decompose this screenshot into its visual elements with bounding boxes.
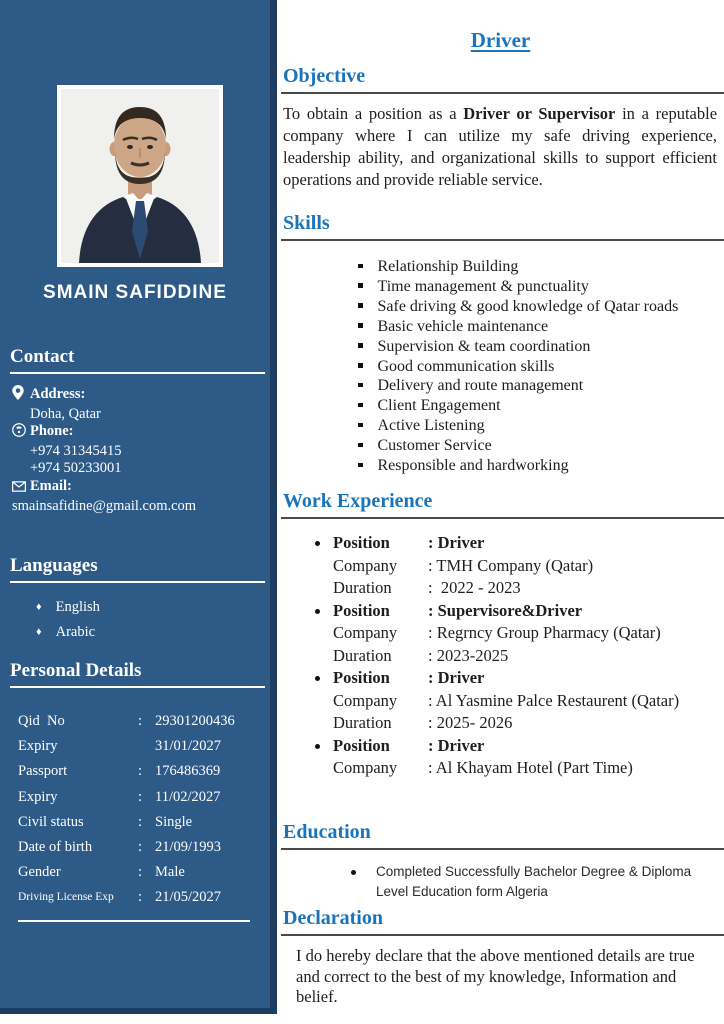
personal-detail-value: 21/05/2027 [155,889,222,906]
phone-number: +974 50233001 [30,460,122,477]
personal-detail-colon: : [138,839,143,856]
work-experience-section [281,489,724,780]
work-row-label: Company [333,623,398,642]
portrait-photo-graphic [61,89,219,263]
languages-heading: Languages [10,555,98,576]
work-row-value: : 2025- 2026 [428,713,513,732]
work-entry [281,667,724,735]
work-row-label: Duration [333,578,392,597]
work-row-value: : Supervisore&Driver [428,600,583,620]
personal-detail-colon: : [138,813,143,830]
personal-detail-label: Qid No [18,713,65,729]
work-entry [281,532,724,600]
personal-detail-row [0,759,270,784]
work-row-value: : Driver [428,735,485,755]
sidebar [0,0,277,1014]
skill-item: Good communication skills [358,357,724,377]
personal-detail-row [0,734,270,759]
declaration-rule [281,934,724,936]
personal-detail-row [0,835,270,860]
personal-detail-colon: : [138,713,143,729]
work-row [281,622,724,645]
work-row [281,757,724,780]
work-row-value: : Driver [428,533,485,552]
declaration-section [281,906,724,1008]
work-row-label: Company [333,758,398,777]
education-rule [281,848,724,850]
personal-detail-value: 31/01/2027 [155,738,222,755]
personal-detail-label: Gender [18,864,61,881]
work-row-label: Position [333,735,390,755]
education-item: Completed Successfully Bachelor Degree & Diploma Level Education form Algeria [376,862,714,902]
work-row-value: : Regrncy Group Pharmacy (Qatar) [428,623,661,642]
declaration-text: I do hereby declare that the above mentioned details are true and correct to the best of my knowledge, Information and belief. [296,946,695,1007]
work-row-value: : TMH Company (Qatar) [428,555,594,575]
contact-heading: Contact [10,346,75,367]
languages-list [0,595,270,645]
work-experience-heading: Work Experience [283,490,433,512]
skill-item: Responsible and hardworking [358,456,724,476]
personal-detail-value: 21/09/1993 [155,839,222,856]
skill-item: Safe driving & good knowledge of Qatar roads [358,297,724,317]
skills-list [281,257,724,476]
address-row [12,385,266,406]
work-row [281,667,724,690]
education-list [281,862,724,902]
location-pin-icon [12,385,30,406]
work-row [281,712,724,735]
skill-item: Active Listening [358,416,724,436]
work-row [281,735,724,758]
work-row-label: Company [333,555,398,575]
objective-text [283,103,717,191]
work-row [281,645,724,668]
candidate-name: SMAIN SAFIDDINE [43,282,227,303]
work-row-label: Duration [333,713,392,732]
skill-item: Customer Service [358,436,724,456]
work-row-label: Duration [333,645,392,665]
skills-rule [281,239,724,241]
work-experience-list [281,532,724,780]
personal-details-table [0,709,270,911]
personal-detail-value: Single [155,813,193,830]
personal-detail-row [0,810,270,835]
personal-detail-label: Expiry [18,738,58,755]
phone-icon [12,423,30,443]
work-row-value: : 2022 - 2023 [428,578,521,597]
personal-details-heading-rule [10,686,265,688]
email-label: Email: [30,477,72,494]
personal-detail-value: Male [155,864,185,881]
declaration-heading: Declaration [283,907,383,929]
email-address: smainsafidine@gmail.com.com [12,497,197,514]
skill-item: Time management & punctuality [358,277,724,297]
skill-item: Client Engagement [358,396,724,416]
skills-section [281,211,724,476]
objective-text-bold: Driver or Supervisor [463,104,616,123]
objective-text-part: in a reputable company where I can utilize my safe driving experience, leadership ability, and organizational skills to support efficient operations and provide reliable service. [283,104,718,189]
objective-text-part: To obtain a position as a [283,104,464,123]
personal-details-heading: Personal Details [10,660,142,681]
languages-heading-rule [10,581,265,583]
work-row [281,577,724,600]
language-item: ♦ Arabic [36,620,270,645]
work-row-label: Position [333,668,390,687]
personal-detail-label: Driving License Exp [18,891,114,904]
language-item: ♦ English [36,595,270,620]
personal-detail-colon: : [138,864,143,881]
personal-detail-colon [138,734,155,759]
skills-heading: Skills [283,212,330,234]
work-entry [281,735,724,780]
personal-detail-row [0,885,270,910]
work-row [281,600,724,623]
personal-detail-label: Expiry [18,788,58,805]
languages-section [0,554,270,645]
work-experience-rule [281,517,724,519]
address-value: Doha, Qatar [30,405,101,422]
email-row [12,478,266,498]
phone-number: +974 31345415 [30,442,122,459]
personal-detail-colon: : [138,889,143,906]
work-row-label: Position [333,600,390,620]
work-row [281,555,724,578]
skill-item: Basic vehicle maintenance [358,317,724,337]
contact-section [0,345,270,515]
work-row-label: Position [333,533,390,552]
skill-item: Supervision & team coordination [358,337,724,357]
work-row-value: : Al Khayam Hotel (Part Time) [428,758,633,777]
phone-label: Phone: [30,423,74,440]
personal-detail-label: Date of birth [18,839,93,856]
personal-detail-value: 29301200436 [155,713,235,729]
main-content [277,0,724,1024]
email-icon [12,480,30,498]
skill-item: Relationship Building [358,257,724,277]
personal-detail-value: 11/02/2027 [155,788,221,805]
objective-heading: Objective [283,65,366,87]
personal-detail-value: 176486369 [155,763,221,780]
personal-detail-label: Civil status [18,813,84,830]
work-row-label: Company [333,690,398,710]
work-row [281,690,724,713]
work-entry [281,600,724,668]
work-row [281,532,724,555]
personal-detail-row [0,860,270,885]
work-row-value: : Driver [428,668,485,687]
personal-details-section [0,659,270,922]
profile-photo [57,85,223,267]
address-label: Address: [30,386,86,402]
work-row-value: : 2023-2025 [428,645,509,665]
objective-section [281,64,724,191]
personal-detail-colon: : [138,763,143,780]
skill-item: Delivery and route management [358,376,724,396]
personal-detail-row [0,709,270,734]
personal-detail-colon: : [138,788,143,805]
phone-row [12,423,266,443]
document-title: Driver [470,28,531,52]
personal-detail-label: Passport [18,763,68,780]
education-heading: Education [283,821,371,843]
education-section [281,820,724,902]
objective-rule [281,92,724,94]
work-row-value: : Al Yasmine Palce Restaurent (Qatar) [428,690,680,710]
personal-detail-row [0,785,270,810]
personal-details-bottom-rule [18,920,250,922]
